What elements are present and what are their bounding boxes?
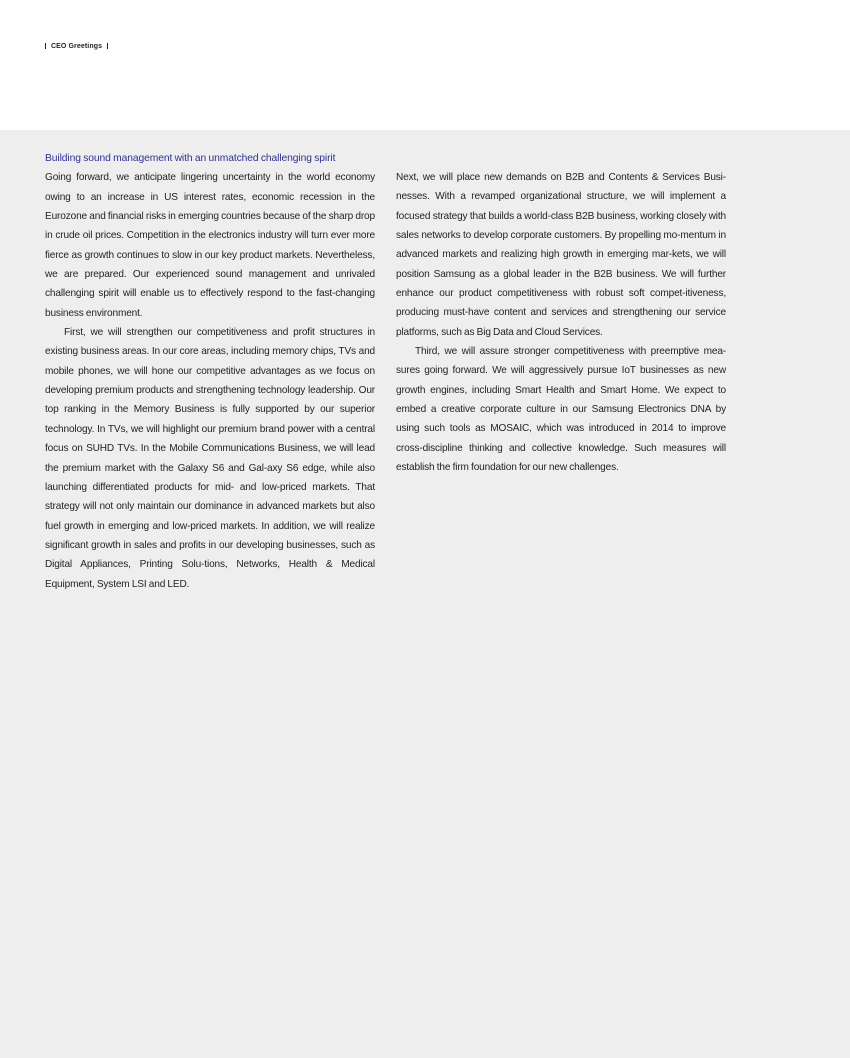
paragraph: Going forward, we anticipate lingering uncertainty in the world economy owing to an increase in US interest rates, economic recession in the Eurozone and financial risks in emerging countries because of the sharp drop in crude oil prices. Competition in the electronics industry will turn ever more fierce as growth continues to slow in our key product markets. Nevertheless, we are prepared. Our experienced sound management and unrivaled challenging spirit will enable us to effectively respond to the fast-changing business environment. bbox=[45, 172, 375, 319]
article-subheading: Building sound management with an unmatched challenging spirit bbox=[45, 153, 336, 164]
section-label-text: CEO Greetings bbox=[51, 43, 103, 50]
paragraph: First, we will strengthen our competitiveness and profit structures in existing business areas. In our core areas, including memory chips, TVs and mobile phones, we will hone our competitive advantages as we focus on developing premium products and strengthening technology leadership. Our top ranking in the Memory Business is fully supported by our superior technology. In TVs, we will highlight our premium brand power with a central focus on SUHD TVs. In the Mobile Communications Business, we will lead the premium market with the Galaxy S6 and Gal-axy S6 edge, while also launching differentiated products for mid- and low-priced markets. That strategy will not only maintain our dominance in advanced markets but also fuel growth in emerging and low-priced markets. In addition, we will realize significant growth in sales and profits in our developing businesses, such as Digital Appliances, Printing Solu-tions, Networks, Health & Medical Equipment, System LSI and LED. bbox=[45, 327, 375, 590]
divider-bar-right bbox=[107, 43, 108, 49]
right-column bbox=[396, 168, 726, 478]
header-band bbox=[0, 0, 850, 130]
section-label bbox=[45, 43, 108, 50]
paragraph: Third, we will assure stronger competitiveness with preemptive mea-sures going forward. We will aggressively pursue IoT businesses as new growth engines, including Smart Health and Smart Home. We expect to embed a creative corporate culture in our Samsung Electronics DNA by using such tools as MOSAIC, which was introduced in 2014 to improve cross-discipline thinking and collective knowledge. Such measures will establish the firm foundation for our new challenges. bbox=[396, 346, 726, 474]
paragraph: Next, we will place new demands on B2B and Contents & Services Busi-nesses. With a revamped organizational structure, we will implement a focused strategy that builds a world-class B2B business, working closely with sales networks to develop corporate customers. By propelling mo-mentum in advanced markets and realizing high growth in emerging mar-kets, we will position Samsung as a global leader in the B2B business. We will further enhance our product competitiveness with robust soft compet-itiveness, producing must-have content and services and strengthening our service platforms, such as Big Data and Cloud Services. bbox=[396, 172, 726, 338]
left-column bbox=[45, 149, 375, 594]
divider-bar-left bbox=[45, 43, 46, 49]
